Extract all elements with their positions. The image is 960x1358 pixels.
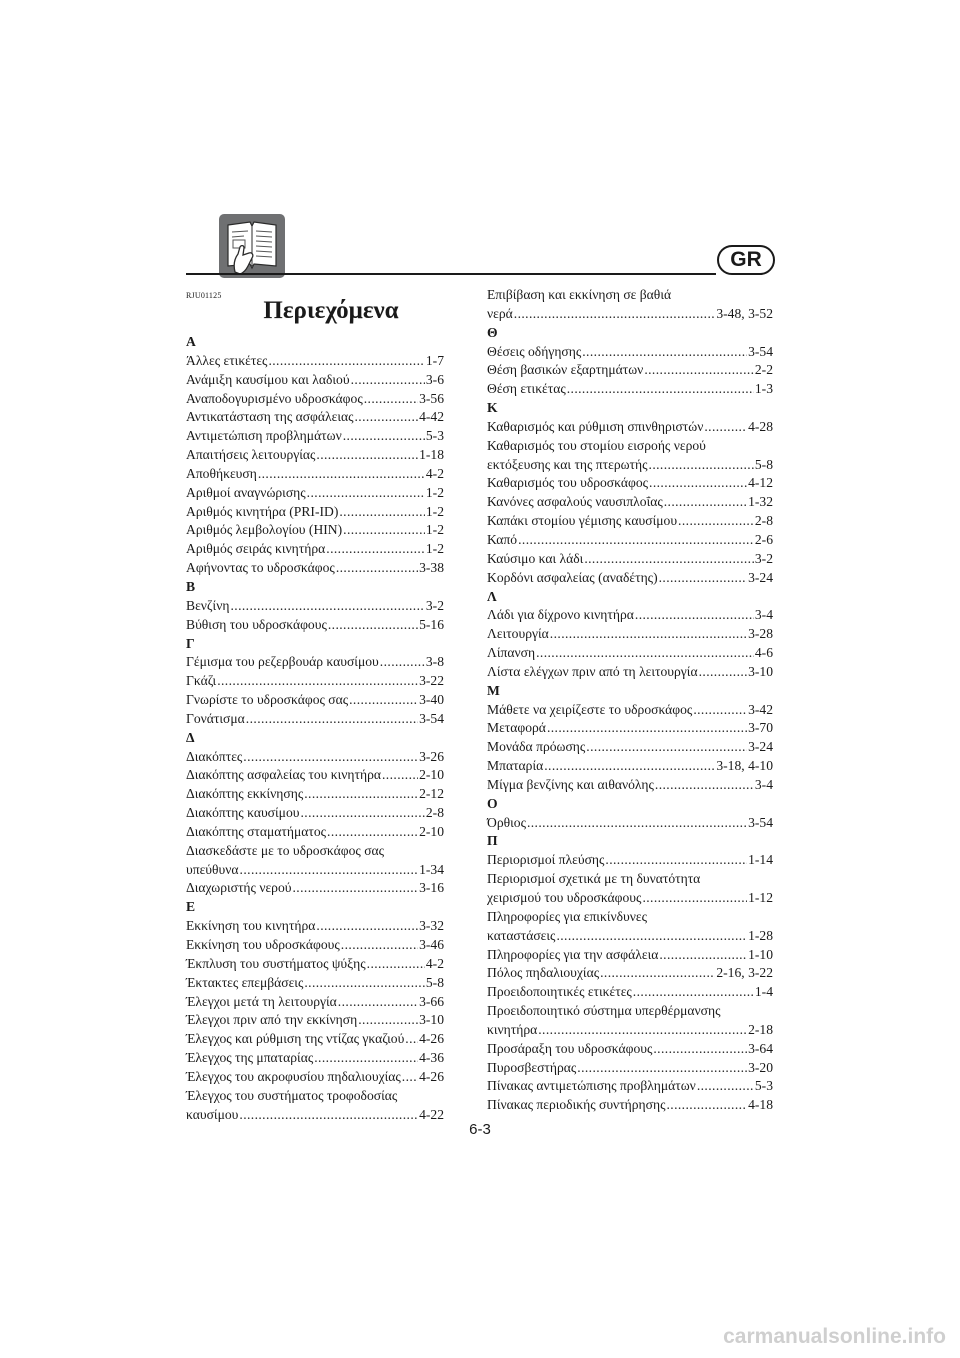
index-entry-page: 3-28 <box>748 626 773 642</box>
dot-leader <box>666 1096 747 1115</box>
index-entry <box>487 418 773 437</box>
manual-reader-icon <box>219 214 285 278</box>
index-entry-text: εκτόξευσης και της πτερωτής <box>487 456 648 472</box>
dot-leader <box>240 861 419 880</box>
watermark: carmanualsonline.info <box>723 1325 946 1348</box>
index-entry-text: Καύσιμο και λάδι <box>487 550 584 566</box>
index-entry-page: 1-28 <box>748 927 773 943</box>
dot-leader <box>704 418 747 437</box>
index-entry-text: Έλεγχος του ακροφυσίου πηδαλιουχίας <box>186 1068 401 1084</box>
index-entry-page: 4-6 <box>754 645 773 661</box>
index-entry-text: κινητήρα <box>487 1021 538 1037</box>
index-entry-page: 3-70 <box>748 720 773 736</box>
index-entry-page: 5-3 <box>754 1078 773 1094</box>
index-entry-text: Όρθιος <box>487 814 526 830</box>
dot-leader <box>327 823 418 842</box>
dot-leader <box>556 927 747 946</box>
dot-leader <box>653 1040 747 1059</box>
index-entry <box>487 550 773 569</box>
index-entry-text: καυσίμου <box>186 1106 239 1122</box>
index-entry-page: 3-48, 3-52 <box>716 305 773 321</box>
index-entry-text: Καθαρισμός του υδροσκάφος <box>487 475 649 491</box>
index-entry <box>487 625 773 644</box>
index-entry-page: 1-2 <box>425 522 444 538</box>
dot-leader <box>341 936 418 955</box>
dot-leader <box>326 540 425 559</box>
dot-leader <box>405 1030 418 1049</box>
index-entry-page: 3-24 <box>748 569 773 585</box>
index-entry-page: 4-26 <box>419 1031 444 1047</box>
dot-leader <box>577 1059 747 1078</box>
index-entry-page: 5-8 <box>754 456 773 472</box>
index-entry-text: Διασκεδάστε με το υδροσκάφος σας <box>186 842 385 858</box>
index-entry <box>186 766 444 785</box>
dot-leader <box>514 305 716 324</box>
index-entry-page: 3-10 <box>748 663 773 679</box>
index-entry-text: Λίστα ελέγχων πριν από τη λειτουργία <box>487 663 698 679</box>
index-entry-page: 4-22 <box>419 1106 444 1122</box>
index-entry-text: Πίνακας αντιμετώπισης προβλημάτων <box>487 1078 696 1094</box>
dot-leader <box>314 1049 418 1068</box>
index-entry-text: Έλεγχος του συστήματος τροφοδοσίας <box>186 1087 398 1103</box>
index-letter-heading: Θ <box>487 324 498 340</box>
index-entry-page: 1-18 <box>419 447 444 463</box>
dot-leader <box>339 503 425 522</box>
index-entry-page: 4-36 <box>419 1050 444 1066</box>
index-letter-heading: Λ <box>487 588 497 604</box>
dot-leader <box>538 1021 747 1040</box>
dot-leader <box>316 446 418 465</box>
index-entry-text: Αποθήκευση <box>186 465 257 481</box>
index-entry-text: Μονάδα πρόωσης <box>487 739 586 755</box>
index-entry <box>186 804 444 823</box>
index-entry-page: 1-7 <box>425 352 444 368</box>
dot-leader <box>649 456 754 475</box>
page-title: Περιεχόμενα <box>263 297 399 324</box>
index-entry <box>487 305 773 324</box>
index-entry-text: Προειδοποιητικές ετικέτες <box>487 984 632 1000</box>
index-entry-text: Έκτακτες επεμβάσεις <box>186 974 304 990</box>
index-entry-page: 2-6 <box>754 531 773 547</box>
index-entry-page: 3-16 <box>419 880 444 896</box>
index-entry <box>487 644 773 663</box>
index-entry-text: Διακόπτης εκκίνησης <box>186 786 304 802</box>
index-entry <box>487 1077 773 1096</box>
index-entry-text: Κορδόνι ασφαλείας (αναδέτης) <box>487 569 658 585</box>
dot-leader <box>328 616 418 635</box>
index-entry-page: 2-10 <box>419 823 444 839</box>
index-entry-text: Αριθμός σειράς κινητήρα <box>186 541 326 557</box>
index-entry-page: 3-20 <box>748 1059 773 1075</box>
index-entry <box>186 597 444 616</box>
index-right-column <box>487 286 773 1115</box>
index-entry-page: 1-2 <box>425 503 444 519</box>
index-entry <box>186 785 444 804</box>
index-entry <box>186 540 444 559</box>
index-entry <box>487 927 773 946</box>
dot-leader <box>243 748 418 767</box>
index-entry-text: Διακόπτης καυσίμου <box>186 805 300 821</box>
index-entry-page: 3-54 <box>419 710 444 726</box>
index-entry-text: Πληροφορίες για επικίνδυνες <box>487 908 647 924</box>
index-entry-text: Καθαρισμός και ρύθμιση σπινθηριστών <box>487 418 704 434</box>
index-entry <box>186 993 444 1012</box>
index-entry-page: 3-8 <box>425 654 444 670</box>
dot-leader <box>697 1077 754 1096</box>
index-letter-heading: Α <box>186 334 196 349</box>
index-entry-page: 3-18, 4-10 <box>716 758 773 774</box>
dot-leader <box>699 663 747 682</box>
index-entry <box>487 701 773 720</box>
index-entry-page: 3-54 <box>748 343 773 359</box>
index-entry <box>186 653 444 672</box>
dot-leader <box>316 917 418 936</box>
index-entry <box>186 371 444 390</box>
dot-leader <box>567 380 754 399</box>
dot-leader <box>644 361 754 380</box>
index-entry-text: Αφήνοντας το υδροσκάφος <box>186 560 335 576</box>
index-entry-page: 3-2 <box>425 597 444 613</box>
dot-leader <box>659 946 747 965</box>
dot-leader <box>343 521 425 540</box>
index-entry <box>186 748 444 767</box>
dot-leader <box>246 710 418 729</box>
index-entry-text: Αριθμός λεμβολογίου (HIN) <box>186 522 343 538</box>
index-entry-page: 2-12 <box>419 786 444 802</box>
index-entry-page: 5-8 <box>425 974 444 990</box>
dot-leader <box>307 484 425 503</box>
index-letter-heading: Β <box>186 578 196 594</box>
index-entry <box>487 456 773 475</box>
index-entry-page: 2-2 <box>754 362 773 378</box>
index-entry-text: Έλεγχος και ρύθμιση της ντίζας γκαζιού <box>186 1031 405 1047</box>
index-entry-text: Έλεγχοι πριν από την εκκίνηση <box>186 1012 358 1028</box>
index-entry-page: 2-10 <box>419 767 444 783</box>
index-entry-text: καταστάσεις <box>487 927 556 943</box>
index-entry <box>186 1030 444 1049</box>
index-entry-page: 3-64 <box>748 1040 773 1056</box>
index-entry <box>487 663 773 682</box>
index-entry-page: 4-42 <box>419 409 444 425</box>
index-entry-text: Επιβίβαση και εκκίνηση σε βαθιά <box>487 287 672 302</box>
dot-leader <box>382 766 418 785</box>
index-entry-text: Διαχωριστής νερού <box>186 880 292 896</box>
index-entry <box>487 569 773 588</box>
index-entry-page: 3-4 <box>754 607 773 623</box>
dot-leader <box>605 851 747 870</box>
index-entry <box>487 946 773 965</box>
index-entry-page: 1-12 <box>748 890 773 905</box>
index-entry-text: Μεταφορά <box>487 720 546 736</box>
index-entry <box>186 955 444 974</box>
index-entry-page: 1-10 <box>748 946 773 962</box>
index-entry-text: Εκκίνηση του κινητήρα <box>186 918 316 934</box>
dot-leader <box>364 390 418 409</box>
header-rule <box>186 273 716 275</box>
index-entry-page: 3-42 <box>748 701 773 717</box>
dot-leader <box>343 427 425 446</box>
dot-leader <box>358 1011 418 1030</box>
index-entry-text: Καθαρισμός του στομίου εισροής νερού <box>487 437 706 453</box>
index-entry <box>487 531 773 550</box>
dot-leader <box>536 644 754 663</box>
index-letter-heading: Ο <box>487 795 498 811</box>
index-left-column <box>186 333 444 1124</box>
index-entry <box>186 936 444 955</box>
index-entry <box>487 512 773 531</box>
index-entry <box>186 484 444 503</box>
index-entry-page: 1-34 <box>419 861 444 877</box>
index-entry-text: Εκκίνηση του υδροσκάφους <box>186 937 340 952</box>
dot-leader <box>230 597 424 616</box>
index-entry-text: Θέση ετικέτας <box>487 381 566 397</box>
dot-leader <box>268 352 424 371</box>
index-entry-text: Αντικατάσταση της ασφάλειας <box>186 409 354 425</box>
index-entry-page: 2-16, 3-22 <box>716 965 773 981</box>
index-entry <box>186 1011 444 1030</box>
dot-leader <box>635 606 754 625</box>
index-entry-page: 3-38 <box>419 560 444 576</box>
index-entry-text: Αριθμοί αναγνώρισης <box>186 484 306 500</box>
index-entry <box>487 1021 773 1040</box>
dot-leader <box>293 879 419 898</box>
index-entry-text: Διακόπτης σταματήματος <box>186 823 327 839</box>
dot-leader <box>584 550 754 569</box>
dot-leader <box>649 474 747 493</box>
dot-leader <box>547 719 747 738</box>
index-entry-text: Γέμισμα του ρεζερβουάρ καυσίμου <box>186 654 379 670</box>
index-entry-text: Θέσεις οδήγησης <box>487 343 582 359</box>
dot-leader <box>582 343 747 362</box>
index-entry-text: νερά <box>487 305 513 321</box>
index-entry-text: Γονάτισμα <box>186 710 245 726</box>
index-entry-page: 3-40 <box>419 692 444 708</box>
dot-leader <box>304 974 425 993</box>
index-entry-text: Βύθιση του υδροσκάφους <box>186 616 327 632</box>
index-entry-page: 2-8 <box>754 513 773 529</box>
index-entry-text: Πόλος πηδαλιουχίας <box>487 965 600 981</box>
dot-leader <box>217 672 418 691</box>
index-entry-page: 3-24 <box>748 739 773 755</box>
index-entry <box>186 503 444 522</box>
index-entry-page: 4-2 <box>425 955 444 971</box>
index-entry-text: Λειτουργία <box>487 626 549 642</box>
index-entry-page: 5-16 <box>419 616 444 632</box>
dot-leader <box>336 559 418 578</box>
page-number: 6-3 <box>469 1121 491 1138</box>
dot-leader <box>586 738 747 757</box>
index-entry-page: 3-10 <box>419 1012 444 1028</box>
index-letter-heading: Μ <box>487 682 500 698</box>
index-entry <box>186 521 444 540</box>
index-entry <box>487 964 773 983</box>
index-entry-page: 4-2 <box>425 465 444 481</box>
index-entry-page: 3-66 <box>419 993 444 1009</box>
index-entry-text: Πληροφορίες για την ασφάλεια <box>487 946 659 962</box>
index-entry-text: Μίγμα βενζίνης και αιθανόλης <box>487 776 654 792</box>
index-entry <box>487 1059 773 1078</box>
index-letter-heading: Κ <box>487 400 498 416</box>
dot-leader <box>349 691 418 710</box>
index-entry-text: Κανόνες ασφαλούς ναυσιπλοΐας <box>487 494 663 510</box>
index-entry-text: Προσάραξη του υδροσκάφους <box>487 1040 653 1056</box>
index-entry <box>186 1049 444 1068</box>
dot-leader <box>239 1106 418 1125</box>
index-entry-text: Μάθετε να χειρίζεστε το υδροσκάφος <box>487 701 693 717</box>
index-entry-page: 1-3 <box>754 381 773 397</box>
index-entry <box>487 343 773 362</box>
index-entry-page: 3-6 <box>425 371 444 387</box>
index-entry-page: 4-28 <box>748 418 773 434</box>
dot-leader <box>402 1068 418 1087</box>
index-entry-text: Έλεγχοι μετά τη λειτουργία <box>186 993 337 1009</box>
index-entry-page: 5-3 <box>425 428 444 444</box>
language-badge: GR <box>717 245 775 275</box>
index-entry <box>487 380 773 399</box>
index-entry-text: Περιορισμοί σχετικά με τη δυνατότητα <box>487 871 701 887</box>
index-entry-page: 1-32 <box>748 494 773 510</box>
index-entry <box>487 738 773 757</box>
dot-leader <box>642 889 747 908</box>
index-entry <box>487 814 773 833</box>
index-entry-text: Άλλες ετικέτες <box>186 352 268 368</box>
index-entry <box>186 616 444 635</box>
index-entry-page: 2-18 <box>748 1021 773 1037</box>
index-entry-page: 3-46 <box>419 937 444 952</box>
index-entry-text: Καπό <box>487 531 518 547</box>
index-entry-page: 3-26 <box>419 748 444 764</box>
dot-leader <box>633 983 754 1002</box>
index-entry <box>487 493 773 512</box>
index-entry-page: 3-54 <box>748 814 773 830</box>
dot-leader <box>380 653 425 672</box>
index-entry <box>186 974 444 993</box>
index-entry-text: Αντιμετώπιση προβλημάτων <box>186 428 342 444</box>
index-entry-page: 4-12 <box>748 475 773 491</box>
index-entry <box>186 917 444 936</box>
index-entry <box>487 889 773 908</box>
document-code: RJU01125 <box>186 291 222 300</box>
index-entry-text: Ανάμιξη καυσίμου και λαδιού <box>186 371 350 387</box>
index-entry-page: 3-2 <box>754 550 773 566</box>
index-entry <box>186 408 444 427</box>
index-entry-page: 2-8 <box>425 805 444 821</box>
index-entry-text: Απαιτήσεις λειτουργίας <box>186 447 316 463</box>
index-entry-text: Θέση βασικών εξαρτημάτων <box>487 362 644 378</box>
index-entry-page: 3-56 <box>419 390 444 406</box>
index-entry-text: Έκπλυση του συστήματος ψύξης <box>186 955 366 971</box>
index-entry <box>186 427 444 446</box>
dot-leader <box>527 814 747 833</box>
dot-leader <box>664 493 747 512</box>
index-entry <box>487 1096 773 1115</box>
index-entry <box>487 474 773 493</box>
dot-leader <box>351 371 425 390</box>
index-entry-page: 3-32 <box>419 918 444 934</box>
index-entry <box>487 983 773 1002</box>
index-entry-page: 4-18 <box>748 1097 773 1113</box>
index-letter-heading: Δ <box>186 729 195 745</box>
index-entry <box>186 559 444 578</box>
index-entry-page: 1-4 <box>754 984 773 1000</box>
dot-leader <box>544 757 715 776</box>
index-entry <box>487 776 773 795</box>
index-entry <box>186 1068 444 1087</box>
index-entry-text: χειρισμού του υδροσκάφους <box>487 890 642 905</box>
dot-leader <box>338 993 418 1012</box>
index-entry-text: Πίνακας περιοδικής συντήρησης <box>487 1097 666 1113</box>
index-entry-text: Αναποδογυρισμένο υδροσκάφος <box>186 390 363 406</box>
index-entry <box>487 719 773 738</box>
index-entry-page: 1-2 <box>425 541 444 557</box>
index-entry-text: Πυροσβεστήρας <box>487 1059 577 1075</box>
dot-leader <box>600 964 715 983</box>
index-entry <box>487 361 773 380</box>
index-entry-text: Γνωρίστε το υδροσκάφος σας <box>186 692 349 708</box>
dot-leader <box>367 955 425 974</box>
index-entry-text: Αριθμός κινητήρα (PRI-ID) <box>186 503 339 519</box>
dot-leader <box>693 701 747 720</box>
index-entry <box>487 606 773 625</box>
index-entry <box>186 691 444 710</box>
index-entry <box>186 352 444 371</box>
index-entry <box>186 446 444 465</box>
index-entry-text: Περιορισμοί πλεύσης <box>487 852 605 868</box>
index-entry <box>186 1106 444 1125</box>
index-entry-page: 3-4 <box>754 776 773 792</box>
index-entry <box>487 1040 773 1059</box>
index-letter-heading: Γ <box>186 635 195 651</box>
index-entry-text: υπεύθυνα <box>186 861 239 877</box>
index-entry-text: Διακόπτης ασφαλείας του κινητήρα <box>186 767 381 783</box>
index-entry <box>186 710 444 729</box>
index-entry-text: Γκάζι <box>186 673 217 689</box>
index-letter-heading: Π <box>487 833 498 849</box>
dot-leader <box>678 512 754 531</box>
dot-leader <box>258 465 425 484</box>
index-entry-page: 4-26 <box>419 1068 444 1084</box>
index-entry <box>487 757 773 776</box>
dot-leader <box>518 531 754 550</box>
index-entry-page: 3-22 <box>419 673 444 689</box>
index-entry <box>186 823 444 842</box>
index-entry <box>186 861 444 880</box>
dot-leader <box>550 625 747 644</box>
index-entry-text: Καπάκι στομίου γέμισης καυσίμου <box>487 513 678 529</box>
index-entry-text: Προειδοποιητικό σύστημα υπερθέρμανσης <box>487 1003 721 1019</box>
index-entry-text: Διακόπτες <box>186 748 243 764</box>
index-entry <box>186 879 444 898</box>
index-entry-text: Λάδι για δίχρονο κινητήρα <box>487 607 634 623</box>
index-letter-heading: Ε <box>186 899 196 915</box>
dot-leader <box>300 804 424 823</box>
dot-leader <box>655 776 754 795</box>
dot-leader <box>355 408 419 427</box>
dot-leader <box>659 569 747 588</box>
index-entry-text: Έλεγχος της μπαταρίας <box>186 1050 314 1066</box>
index-entry-text: Λίπανση <box>487 645 536 661</box>
index-entry-page: 1-14 <box>748 852 773 868</box>
index-entry <box>487 851 773 870</box>
index-entry <box>186 672 444 691</box>
index-entry <box>186 465 444 484</box>
index-entry <box>186 390 444 409</box>
index-entry-text: Μπαταρία <box>487 758 544 774</box>
index-entry-text: Βενζίνη <box>186 597 230 613</box>
index-entry-page: 1-2 <box>425 484 444 500</box>
dot-leader <box>304 785 418 804</box>
